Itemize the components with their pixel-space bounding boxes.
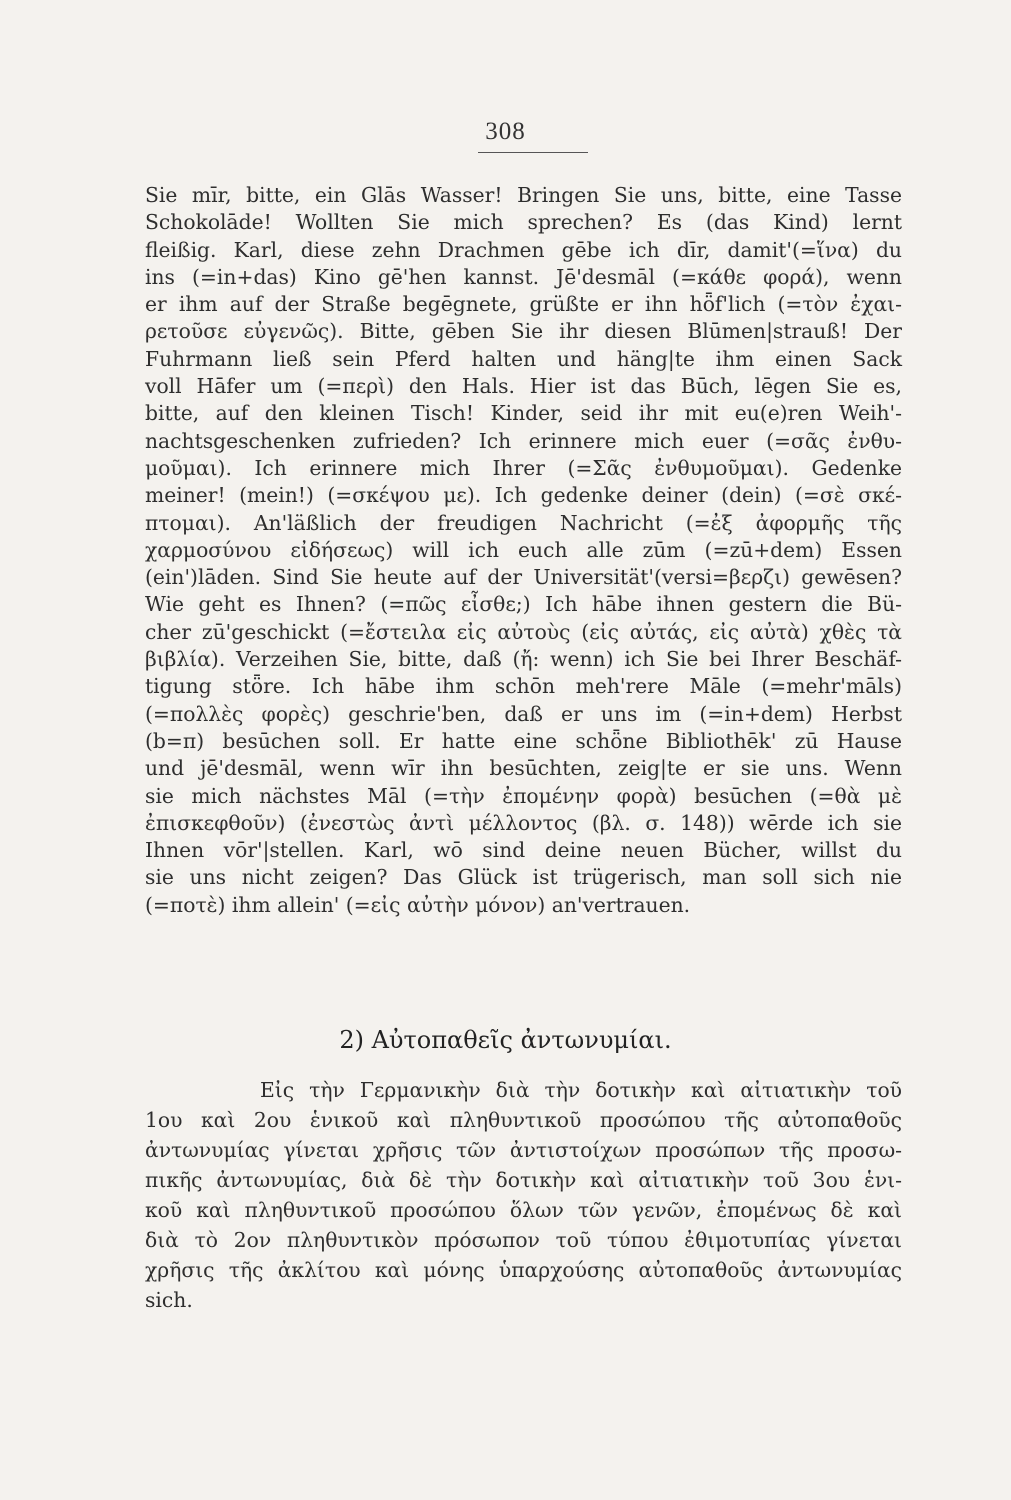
text-line: ins (=in+das) Kino gē'hen kannst. Jē'desmāl (=κάθε φορά), wenn [145, 264, 902, 289]
text-line: βιβλία). Verzeihen Sie, bitte, daß (ἤ: wenn) ich Sie bei Ihrer Beschäf- [145, 647, 902, 672]
text-line: (b=π) besūchen soll. Er hatte eine schȫne Bibliothēk' zū Hause [145, 728, 902, 753]
text-line: bitte, auf den kleinen Tisch! Kinder, seid ihr mit eu(e)ren Weih'- [145, 401, 902, 426]
text-line: Εἰς τὴν Γερμανικὴν διὰ τὴν δοτικὴν καὶ αἰτιατικὴν τοῦ [260, 1078, 902, 1102]
text-line: μοῦμαι). Ich erinnere mich Ihrer (=Σᾶς ἐνθυμοῦμαι). Gedenke [145, 455, 902, 480]
text-line: er ihm auf der Straße begēgnete, grüßte er ihn hȫf'lich (=τὸν ἐχαι- [145, 292, 902, 317]
text-line: ρετοῦσε εὐγενῶς). Bitte, gēben Sie ihr diesen Blūmen|strauß! Der [145, 319, 902, 344]
text-line: fleißig. Karl, diese zehn Drachmen gēbe ich dīr, damit'(=ἵνα) du [145, 237, 902, 262]
text-line: κοῦ καὶ πληθυντικοῦ προσώπου ὅλων τῶν γενῶν, ἐπομένως δὲ καὶ [145, 1198, 902, 1222]
section-text-block [145, 1075, 902, 1315]
text-line: πτομαι). An'läßlich der freudigen Nachricht (=ἐξ ἀφορμῆς τῆς [145, 510, 902, 535]
text-line: voll Hāfer um (=περὶ) den Hals. Hier ist das Būch, lēgen Sie es, [145, 374, 902, 399]
text-line: sie uns nicht zeigen? Das Glück ist trügerisch, man soll sich nie [145, 865, 902, 890]
text-line: (=ποτὲ) ihm allein' (=εἰς αὐτὴν μόνον) an'vertrauen. [145, 892, 691, 917]
page-number: 308 [485, 118, 526, 145]
text-line: ἐπισκεφθοῦν) (ἐνεστὼς ἀντὶ μέλλοντος (βλ. σ. 148)) wērde ich sie [145, 810, 902, 835]
text-line: Sie mīr, bitte, ein Glās Wasser! Bringen Sie uns, bitte, eine Tasse [145, 183, 902, 207]
text-line: (ein')lāden. Sind Sie heute auf der Universität'(versi=βερζι) gewēsen? [145, 565, 902, 590]
text-line: ἀντωνυμίας γίνεται χρῆσις τῶν ἀντιστοίχων προσώπων τῆς προσω- [145, 1138, 902, 1162]
text-line: sich. [145, 1288, 193, 1312]
text-line: Wie geht es Ihnen? (=πῶς εἶσθε;) Ich hābe ihnen gestern die Bü- [145, 592, 902, 617]
text-line: nachtsgeschenken zufrieden? Ich erinnere mich euer (=σᾶς ἐνθυ- [145, 428, 902, 453]
text-line: (=πολλὲς φορὲς) geschrie'ben, daß er uns im (=in+dem) Herbst [145, 701, 902, 726]
text-line: und jē'desmāl, wenn wīr ihn besūchten, zeig|te er sie uns. Wenn [145, 756, 902, 781]
main-text-block [145, 182, 902, 919]
text-line: πικῆς ἀντωνυμίας, διὰ δὲ τὴν δοτικὴν καὶ αἰτιατικὴν τοῦ 3ου ἑνι- [145, 1168, 902, 1192]
text-line: χρῆσις τῆς ἀκλίτου καὶ μόνης ὑπαρχούσης αὐτοπαθοῦς ἀντωνυμίας [145, 1258, 902, 1282]
text-line: meiner! (mein!) (=σκέψου με). Ich gedenke deiner (dein) (=σὲ σκέ- [145, 483, 902, 508]
text-line: sie mich nächstes Māl (=τὴν ἐπομένην φορὰ) besūchen (=θὰ μὲ [145, 783, 902, 808]
text-line: διὰ τὸ 2ον πληθυντικὸν πρόσωπον τοῦ τύπου ἐθιμοτυπίας γίνεται [145, 1228, 902, 1252]
text-line: 1ου καὶ 2ου ἑνικοῦ καὶ πληθυντικοῦ προσώπου τῆς αὐτοπαθοῦς [145, 1108, 902, 1132]
text-line: tigung stȫre. Ich hābe ihm schōn meh'rere Māle (=mehr'māls) [145, 674, 902, 699]
text-line: cher zū'geschickt (=ἔστειλα εἰς αὐτοὺς (εἰς αὐτάς, εἰς αὐτὰ) χθὲς τὰ [145, 619, 902, 644]
text-line: Ihnen vōr'|stellen. Karl, wō sind deine neuen Bücher, willst du [145, 838, 902, 863]
text-line: Fuhrmann ließ sein Pferd halten und häng|te ihm einen Sack [145, 346, 902, 371]
header-rule [478, 152, 588, 153]
text-line: Schokolāde! Wollten Sie mich sprechen? Es (das Kind) lernt [145, 210, 902, 235]
text-line: χαρμοσύνου εἰδήσεως) will ich euch alle zūm (=zū+dem) Essen [145, 537, 902, 562]
section-heading: 2) Αὐτοπαθεῖς ἀντωνυμίαι. [339, 1026, 672, 1054]
